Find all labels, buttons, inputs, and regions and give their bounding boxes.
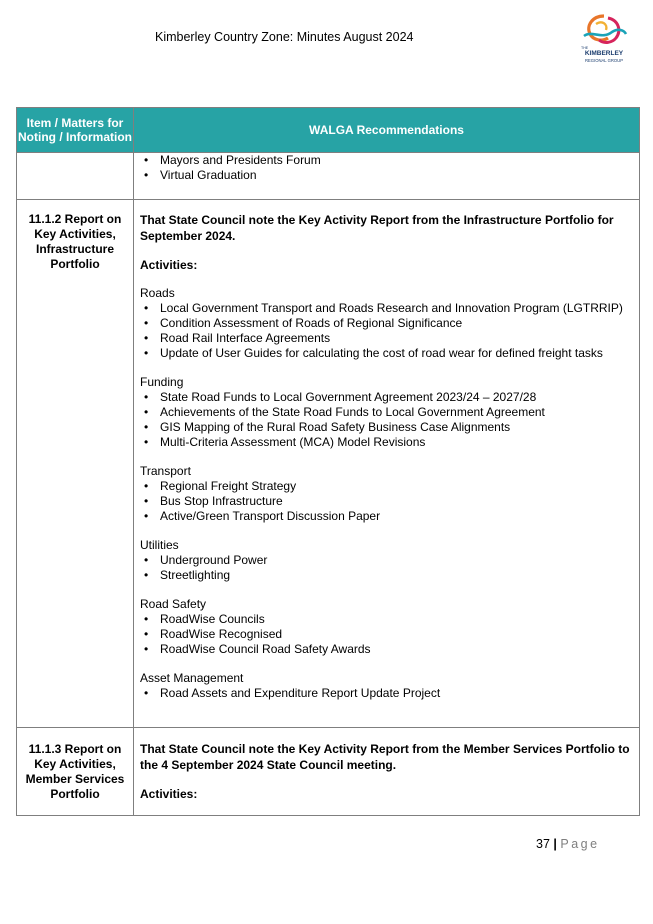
list-item: • Streetlighting	[160, 568, 633, 583]
group-title-roads: Roads	[140, 286, 175, 300]
activities-label: Activities:	[140, 258, 198, 272]
asset-management-list	[140, 686, 633, 701]
page-word: Page	[560, 837, 600, 851]
item-cell-infrastructure: 11.1.2 Report on Key Activities, Infrastructure Portfolio	[17, 200, 134, 728]
logo-swirl-icon	[578, 12, 630, 48]
list-item: • Bus Stop Infrastructure	[160, 494, 633, 509]
list-item: • Virtual Graduation	[160, 168, 633, 183]
column-header-item: Item / Matters for Noting / Information	[17, 108, 134, 153]
logo-text-sub: REGIONAL GROUP	[584, 58, 623, 63]
list-item: • Local Government Transport and Roads Research and Innovation Program (LGTRRIP)	[160, 301, 633, 316]
item-cell-member-services: 11.1.3 Report on Key Activities, Member Services Portfolio	[17, 728, 134, 816]
group-title-funding: Funding	[140, 375, 184, 389]
list-item: • Update of User Guides for calculating the cost of road wear for defined freight tasks	[160, 346, 633, 361]
continued-list	[140, 153, 633, 183]
list-item: • Regional Freight Strategy	[160, 479, 633, 494]
list-item: • RoadWise Council Road Safety Awards	[160, 642, 633, 657]
page-separator: |	[553, 837, 557, 851]
list-item: • Achievements of the State Road Funds to Local Government Agreement	[160, 405, 633, 420]
recommendation-cell	[134, 153, 640, 200]
recommendation-cell-infrastructure	[134, 200, 640, 728]
minutes-table	[16, 107, 640, 816]
list-item: • RoadWise Councils	[160, 612, 633, 627]
roads-list	[140, 301, 633, 361]
group-title-road-safety: Road Safety	[140, 597, 207, 611]
logo-text-main: KIMBERLEY	[584, 50, 624, 57]
group-title-transport: Transport	[140, 464, 191, 478]
list-item: • State Road Funds to Local Government Agreement 2023/24 – 2027/28	[160, 390, 633, 405]
column-header-recommendations: WALGA Recommendations	[134, 108, 640, 153]
funding-list	[140, 390, 633, 450]
list-item: • Multi-Criteria Assessment (MCA) Model Revisions	[160, 435, 633, 450]
list-item: • GIS Mapping of the Rural Road Safety Business Case Alignments	[160, 420, 633, 435]
group-title-utilities: Utilities	[140, 538, 179, 552]
recommendation-cell-member-services	[134, 728, 640, 816]
list-item: • Mayors and Presidents Forum	[160, 153, 633, 168]
activities-label: Activities:	[140, 787, 198, 801]
table-row-continued	[17, 153, 640, 200]
list-item: • Condition Assessment of Roads of Regional Significance	[160, 316, 633, 331]
item-cell-empty	[17, 153, 134, 200]
road-safety-list	[140, 612, 633, 657]
group-title-asset-management: Asset Management	[140, 671, 244, 685]
list-item: • Road Assets and Expenditure Report Update Project	[160, 686, 633, 701]
document-header-title: Kimberley Country Zone: Minutes August 2024	[155, 30, 414, 44]
page-number-value: 37	[536, 837, 550, 851]
list-item: • Active/Green Transport Discussion Paper	[160, 509, 633, 524]
utilities-list	[140, 553, 633, 583]
transport-list	[140, 479, 633, 524]
kimberley-regional-group-logo	[578, 12, 630, 64]
recommendation-text: That State Council note the Key Activity Report from the Member Services Portfolio to the 4 September 2024 State Council meeting.	[140, 742, 630, 772]
list-item: • Underground Power	[160, 553, 633, 568]
table-row-member-services	[17, 728, 640, 816]
list-item: • RoadWise Recognised	[160, 627, 633, 642]
table-row-infrastructure	[17, 200, 640, 728]
page-number	[536, 837, 600, 851]
list-item: • Road Rail Interface Agreements	[160, 331, 633, 346]
logo-text-small: THE	[581, 46, 589, 50]
table-header-row	[17, 108, 640, 153]
recommendation-text: That State Council note the Key Activity Report from the Infrastructure Portfolio for September 2024.	[140, 213, 614, 243]
